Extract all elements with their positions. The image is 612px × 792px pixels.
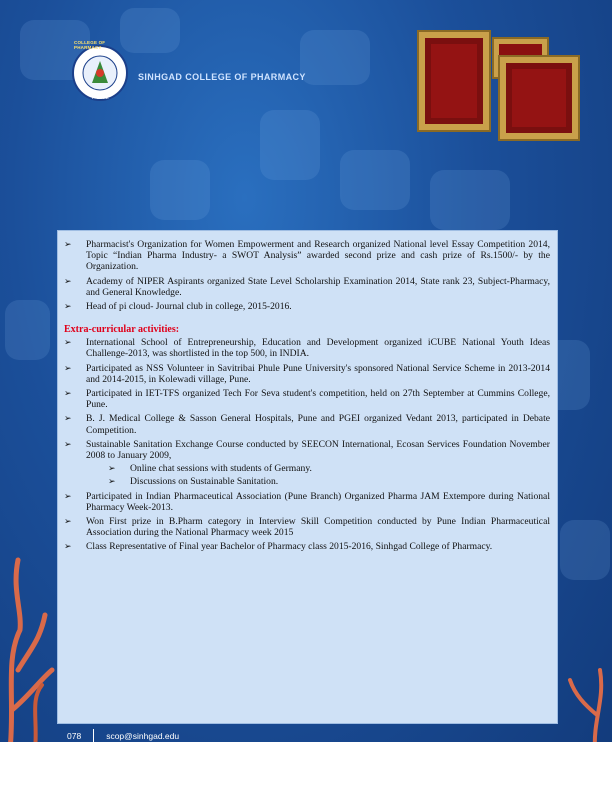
- list-item: ➢ Participated in Indian Pharmaceutical Association (Pune Branch) Organized Pharma JAM Extempore during National Pharmacy Week-2013.: [64, 491, 550, 513]
- sub-list-item: ➢ Discussions on Sustainable Sanitation.: [108, 476, 550, 487]
- page-number: 078: [67, 731, 82, 741]
- list-item: ➢ Class Representative of Final year Bachelor of Pharmacy class 2015-2016, Sinhgad College of Pharmacy.: [64, 541, 550, 552]
- bokeh-square: [5, 300, 50, 360]
- section-heading: Extra-curricular activities:: [64, 324, 180, 336]
- decorative-frames: [415, 28, 585, 143]
- list-item: ➢ Pharmacist's Organization for Women Empowerment and Research organized National level Essay Competition 2014, Topic “Indian Pharma Industry- a SWOT Analysis” awarded second prize and cash prize of Rs.1500/- by the Organization.: [64, 239, 550, 273]
- footer-band: [0, 742, 612, 792]
- list-item-text: Sustainable Sanitation Exchange Course conducted by SEECON International, Ecosan Services Foundation November 2008 to January 2009,: [86, 438, 550, 462]
- bokeh-square: [300, 30, 370, 85]
- list-item: ➢ International School of Entrepreneurship, Education and Development organized iCUBE National Youth Ideas Challenge-2013, was shortlisted in the top 500, in INDIA.: [64, 337, 550, 359]
- footer-email[interactable]: scop@sinhgad.edu: [106, 731, 180, 741]
- bokeh-square: [260, 110, 320, 180]
- page-header: [70, 38, 306, 108]
- college-name: SINHGAD COLLEGE OF PHARMACY: [138, 72, 306, 82]
- bokeh-square: [340, 150, 410, 210]
- logo-ring-text: COLLEGE OF PHARMACY: [74, 40, 106, 50]
- logo-city-text: PUNE: [92, 95, 110, 101]
- picture-frames-image: [415, 28, 585, 143]
- college-logo: [70, 40, 130, 103]
- bokeh-square: [560, 520, 610, 580]
- list-item: ➢ Academy of NIPER Aspirants organized State Level Scholarship Examination 2014, State rank 23, Subject-Pharmacy, and General Knowledge.: [64, 276, 550, 298]
- achievements-list: [64, 239, 550, 312]
- footer-divider: [93, 729, 94, 743]
- page-footer: [67, 729, 179, 743]
- sub-list: [86, 463, 550, 487]
- bokeh-square: [430, 170, 510, 230]
- coral-decoration: [0, 520, 60, 750]
- bokeh-square: [150, 160, 210, 220]
- list-item: ➢ Won First prize in B.Pharm category in Interview Skill Competition conducted by Pune Indian Pharmaceutical Association during the National Pharmacy week 2015: [64, 516, 550, 538]
- sub-list-item: ➢ Online chat sessions with students of Germany.: [108, 463, 550, 474]
- list-item: ➢ B. J. Medical College & Sasson General Hospitals, Pune and PGEI organized Vedant 2013, participated in Debate Competition.: [64, 413, 550, 435]
- list-item: ➢ Participated as NSS Volunteer in Savitribai Phule Pune University's sponsored National Service Scheme in 2013-2014 and 2014-2015, in Kolewadi village, Pune.: [64, 363, 550, 385]
- coral-decoration: [555, 640, 612, 750]
- list-item: ➢ Head of pi cloud- Journal club in college, 2015-2016.: [64, 301, 550, 312]
- logo-emblem-icon: [70, 43, 130, 103]
- list-item: [64, 439, 550, 488]
- list-item: ➢ Participated in IET-TFS organized Tech For Seva student's competition, held on 27th September at Cummins College, Pune.: [64, 388, 550, 410]
- extra-curricular-list: [64, 337, 550, 552]
- content-body: [64, 239, 550, 556]
